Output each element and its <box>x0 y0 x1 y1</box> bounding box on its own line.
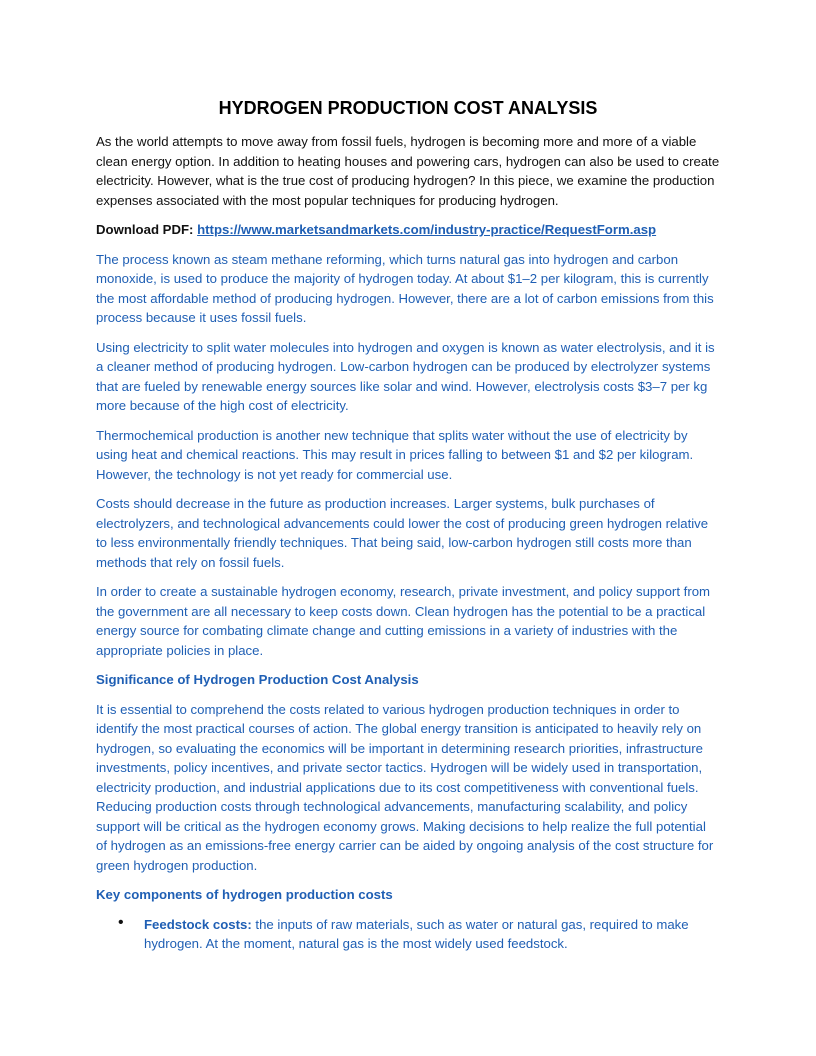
body-paragraph-future-costs: Costs should decrease in the future as production increases. Larger systems, bulk purchases of electrolyzers, and technological advancements could lower the cost of producing green hydrogen relative to less environmentally friendly techniques. That being said, low-carbon hydrogen still costs more than methods that rely on fossil fuels. <box>96 496 709 570</box>
download-pdf-link[interactable]: https://www.marketsandmarkets.com/industry-practice/RequestForm.asp <box>197 222 657 237</box>
download-label: Download PDF: <box>96 222 194 237</box>
document-page <box>96 96 720 954</box>
bullet-label: Feedstock costs: <box>144 916 252 932</box>
body-paragraph-policy: In order to create a sustainable hydrogen economy, research, private investment, and policy support from the government are all necessary to keep costs down. Clean hydrogen has the potential to be a practical energy source for combating climate change and cutting emissions in a variety of industries with the appropriate policies in place. <box>96 584 711 658</box>
components-heading: Key components of hydrogen production costs <box>96 887 393 902</box>
intro-paragraph: As the world attempts to move away from fossil fuels, hydrogen is becoming more and more of a viable clean energy option. In addition to heating houses and powering cars, hydrogen can also be used to create electricity. However, what is the true cost of producing hydrogen? In this piece, we examine the production expenses associated with the most popular techniques for producing hydrogen. <box>96 134 720 208</box>
list-item-feedstock <box>118 913 720 954</box>
bullet-text: the inputs of raw materials, such as water or natural gas, required to make hydrogen. At the moment, natural gas is the most widely used feedstock. <box>144 916 689 951</box>
body-paragraph-thermochemical: Thermochemical production is another new technique that splits water without the use of electricity by using heat and chemical reactions. This may result in prices falling to between $1 and $2 per kilogram. However, the technology is not yet ready for commercial use. <box>96 427 694 482</box>
components-list <box>96 915 720 954</box>
document-title: HYDROGEN PRODUCTION COST ANALYSIS <box>218 98 598 118</box>
body-paragraph-electrolysis: Using electricity to split water molecules into hydrogen and oxygen is known as water electrolysis, and it is a cleaner method of producing hydrogen. Low-carbon hydrogen can be produced by electrolyzer systems that are fueled by renewable energy sources like solar and wind. However, electrolysis costs $3–7 per kg more because of the high cost of electricity. <box>96 339 715 413</box>
significance-paragraph: It is essential to comprehend the costs related to various hydrogen production techniques in order to identify the most practical courses of action. The global energy transition is anticipated to heavily rely on hydrogen, so evaluating the economics will be important in determining research priorities, infrastructure investments, policy incentives, and private sector tactics. Hydrogen will be widely used in transportation, electricity production, and industrial applications due to its cost competitiveness with conventional fuels. Reducing production costs through technological advancements, manufacturing scalability, and policy support will be critical as the hydrogen economy grows. Making decisions to help realize the full potential of hydrogen as an emissions-free energy carrier can be aided by ongoing analysis of the cost structure for green hydrogen production. <box>96 701 714 873</box>
significance-heading: Significance of Hydrogen Production Cost Analysis <box>96 672 419 687</box>
bullet-dot-icon: • <box>118 913 124 931</box>
download-line <box>96 220 720 240</box>
body-paragraph-smr: The process known as steam methane reforming, which turns natural gas into hydrogen and carbon monoxide, is used to produce the majority of hydrogen today. At about $1–2 per kilogram, this is currently the most affordable method of producing hydrogen. However, there are a lot of carbon emissions from this process because it uses fossil fuels. <box>96 251 714 325</box>
